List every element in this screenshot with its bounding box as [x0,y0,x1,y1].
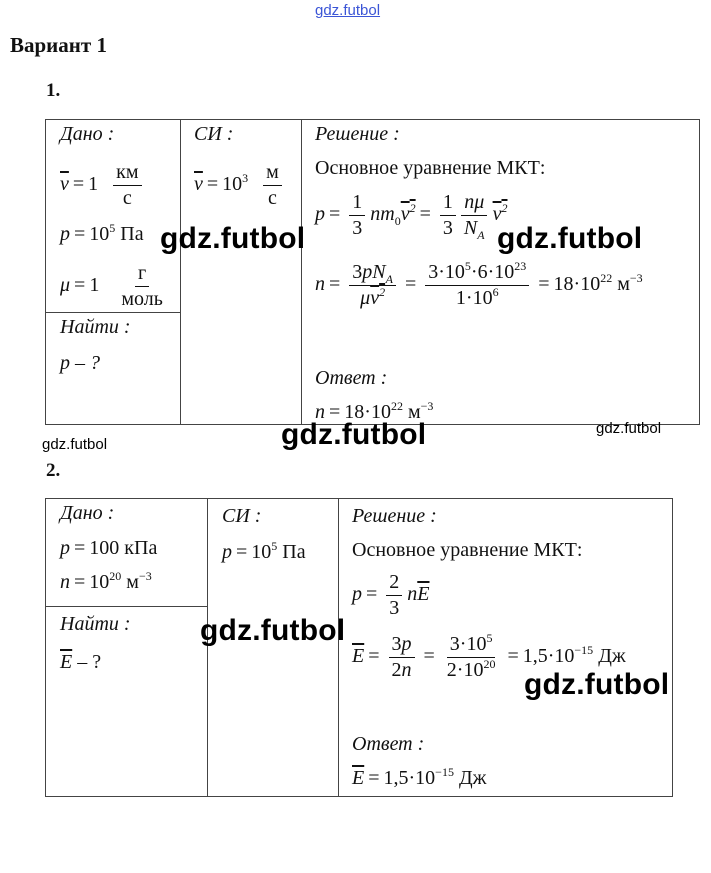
task-2-find-header: Найти : [60,613,131,635]
task-1-formula-pressure: p = $\frac{1}{3}$ $nm_0v^2$ = $\frac{1}{3}$ $\frac{n\mu}{N_A}$ $v^2$ [315,191,508,242]
task-1-formula-concentration: n = $\frac{3pN_A}{\mu v^2}$ = $\frac{3\cdot 10^5\cdot 6\cdot 10^{23}}{1\cdot 10^6}$ = $18\cdot 10^{22}$ $м^{-3}$ [315,259,643,309]
task-1-find-value: p – ? [60,352,100,374]
watermark-overlay: gdz.futbol [200,614,346,647]
task-1-given-velocity: $\overline{v} = 1$ $\frac{км}{с}$ [60,162,142,209]
watermark-overlay: gdz.futbol [281,418,427,451]
task-1-given-molar-mass: μ = 1 $\frac{г}{\text{моль}}$ [60,262,163,310]
page-title: Вариант 1 [10,33,107,57]
task-1-answer-header: Ответ : [315,367,388,389]
watermark-small: gdz.futbol [596,420,662,437]
task-2-solution-header: Решение : [352,505,437,527]
task-2-answer-header: Ответ : [352,733,425,755]
watermark-overlay: gdz.futbol [160,222,306,255]
task-2-si-header: СИ : [222,505,262,527]
watermark-overlay: gdz.futbol [524,668,670,701]
task-2-given-pressure: p = 100 кПа [60,537,158,559]
task-1-divider-find [45,312,181,313]
task-1-divider-given [180,119,181,425]
task-1-si-velocity: $\overline{v} = 10^3$ $\frac{м}{с}$ [194,162,282,209]
task-1-number: 1. [46,80,61,101]
task-2-si-pressure: $p = 10^5$ Па [222,539,306,563]
task-1-given-header: Дано : [60,123,115,145]
task-1-si-header: СИ : [194,123,234,145]
watermark-small: gdz.futbol [42,436,108,453]
task-2-answer-value: $\overline{E} = 1,5\cdot 10^{-15}$ Дж [352,765,487,789]
task-2-number: 2. [46,460,61,481]
task-1-divider-si [301,119,302,425]
task-1-solution-header: Решение : [315,123,400,145]
task-2-formula-energy: $\overline{E}$ = $\frac{3p}{2n}$ = $\frac{3\cdot 10^5}{2\cdot 10^{20}}$ = $1,5\cdot 10^{-15}$ Дж [352,631,626,681]
task-2-formula-pressure: p = $\frac{2}{3}$ $n\overline{E}$ [352,571,430,619]
task-1-answer-value: $n = 18\cdot 10^{22}$ $м^{-3}$ [315,399,434,423]
task-1-solution-intro: Основное уравнение МКТ: [315,157,546,179]
watermark-link[interactable]: gdz.futbol [315,2,381,19]
task-1-given-pressure: $p = 10^5$ Па [60,221,144,245]
task-2-solution-intro: Основное уравнение МКТ: [352,539,583,561]
task-2-given-header: Дано : [60,502,115,524]
task-2-divider-find [45,606,208,607]
task-1-find-header: Найти : [60,316,131,338]
watermark-overlay: gdz.futbol [497,222,643,255]
task-2-given-concentration: $n = 10^{20}$ $м^{-3}$ [60,569,152,593]
task-2-find-value: $\overline{E}$ – ? [60,651,102,673]
